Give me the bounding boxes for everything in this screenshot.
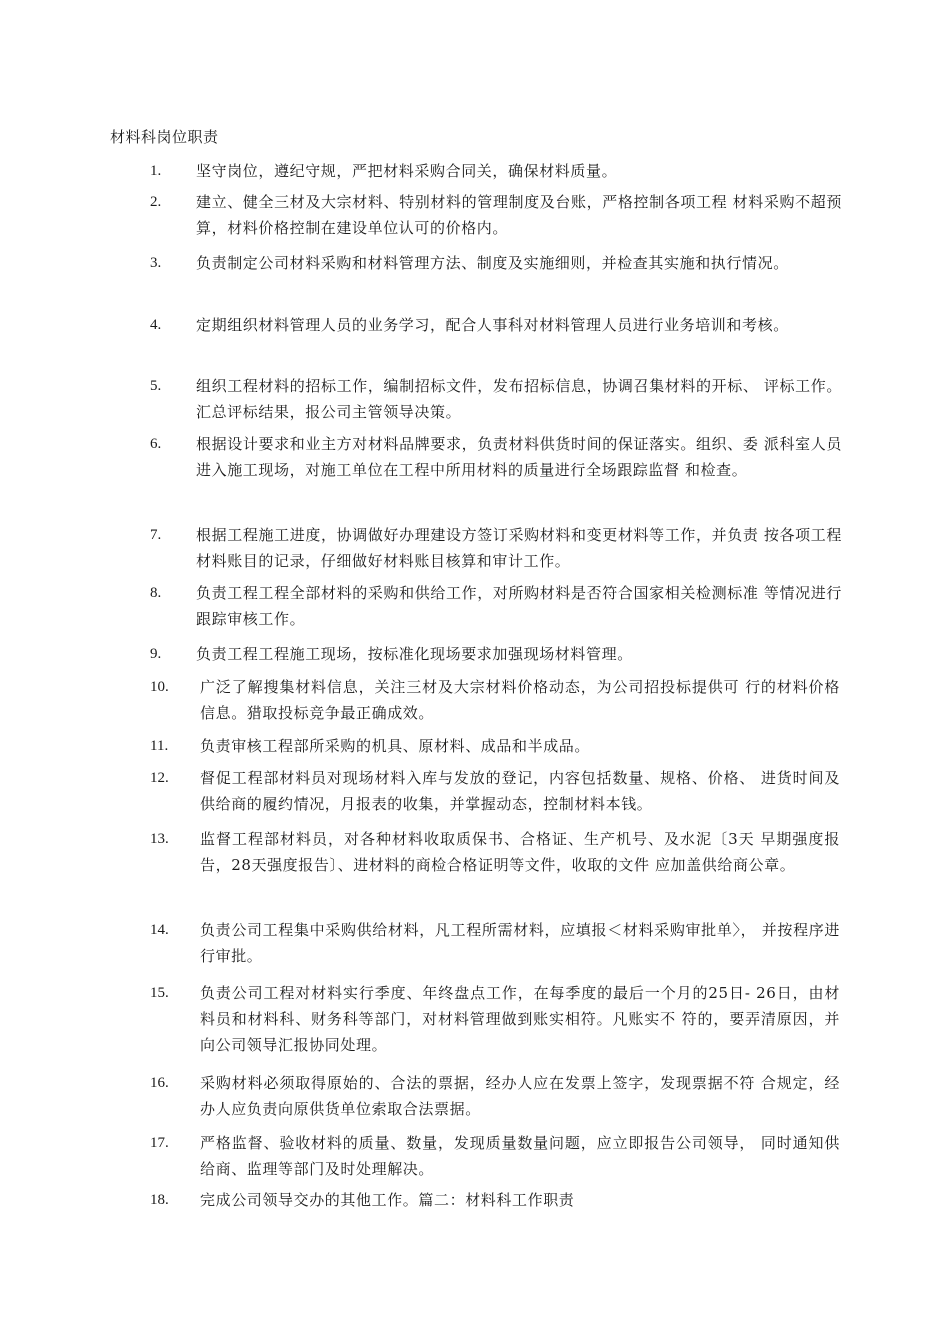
- item-number: 8.: [150, 585, 162, 601]
- item-number: 9.: [150, 646, 162, 662]
- item-text: 定期组织材料管理人员的业务学习，配合人事科对材料管理人员进行业务培训和考核。: [196, 316, 789, 334]
- item-text: 组织工程材料的招标工作，编制招标文件，发布招标信息，协调召集材料的开标、 评标工作。汇总评标结果，报公司主管领导决策。: [196, 377, 842, 421]
- item-text: 负责工程工程施工现场，按标准化现场要求加强现场材料管理。: [196, 645, 633, 663]
- item-number: 13.: [150, 831, 169, 847]
- item-number: 5.: [150, 378, 162, 394]
- item-number: 11.: [150, 738, 169, 754]
- item-text: 督促工程部材料员对现场材料入库与发放的登记，内容包括数量、规格、价格、 进货时间及供给商的履约情况，月报表的收集，并掌握动态，控制材料本钱。: [200, 769, 840, 813]
- item-text: 负责制定公司材料采购和材料管理方法、制度及实施细则，并检查其实施和执行情况。: [196, 254, 789, 272]
- item-number: 15.: [150, 985, 169, 1001]
- item-number: 18.: [150, 1192, 169, 1208]
- item-text: 负责工程工程全部材料的采购和供给工作，对所购材料是否符合国家相关检测标准 等情况进行跟踪审核工作。: [196, 584, 842, 628]
- item-text: 负责公司工程对材料实行季度、年终盘点工作，在每季度的最后一个月的25日- 26日，由材料员和材料科、财务科等部门，对材料管理做到账实相符。凡账实不 符的，要弄清原因，并向公司领导汇报协同处理。: [200, 984, 840, 1054]
- item-number: 1.: [150, 163, 162, 179]
- item-text: 建立、健全三材及大宗材料、特别材料的管理制度及台账，严格控制各项工程 材料采购不超预算，材料价格控制在建设单位认可的价格内。: [196, 193, 842, 237]
- item-number: 17.: [150, 1135, 169, 1151]
- item-number: 2.: [150, 194, 162, 210]
- item-number: 14.: [150, 922, 169, 938]
- item-number: 16.: [150, 1075, 169, 1091]
- item-text: 根据设计要求和业主方对材料品牌要求，负责材料供货时间的保证落实。组织、委 派科室人员进入施工现场，对施工单位在工程中所用材料的质量进行全场跟踪监督 和检查。: [196, 435, 842, 479]
- item-text: 根据工程施工进度，协调做好办理建设方签订采购材料和变更材料等工作，并负责 按各项工程材料账目的记录，仔细做好材料账目核算和审计工作。: [196, 526, 842, 570]
- item-number: 10.: [150, 679, 169, 695]
- item-text: 严格监督、验收材料的质量、数量，发现质量数量问题，应立即报告公司领导， 同时通知供给商、监理等部门及时处理解决。: [200, 1134, 840, 1178]
- item-text: 坚守岗位，遵纪守规，严把材料采购合同关，确保材料质量。: [196, 162, 618, 180]
- item-text: 负责审核工程部所采购的机具、原材料、成品和半成品。: [200, 737, 591, 755]
- item-text: 完成公司领导交办的其他工作。篇二：材料科工作职责: [200, 1191, 575, 1209]
- document-title: 材料科岗位职责: [110, 128, 219, 146]
- item-text: 采购材料必须取得原始的、合法的票据，经办人应在发票上签字，发现票据不符 合规定，经办人应负责向原供货单位索取合法票据。: [200, 1074, 840, 1118]
- item-number: 7.: [150, 527, 162, 543]
- item-number: 12.: [150, 770, 169, 786]
- item-number: 6.: [150, 436, 162, 452]
- item-number: 4.: [150, 317, 162, 333]
- item-text: 广泛了解搜集材料信息，关注三材及大宗材料价格动态，为公司招投标提供可 行的材料价格信息。猎取投标竞争最正确成效。: [200, 678, 840, 722]
- item-text: 负责公司工程集中采购供给材料，凡工程所需材料，应填报＜材料采购审批单〉， 并按程序进行审批。: [200, 921, 840, 965]
- item-text: 监督工程部材料员，对各种材料收取质保书、合格证、生产机号、及水泥〔3天 早期强度报告，28天强度报告〕、进材料的商检合格证明等文件，收取的文件 应加盖供给商公章。: [200, 830, 840, 874]
- item-number: 3.: [150, 255, 162, 271]
